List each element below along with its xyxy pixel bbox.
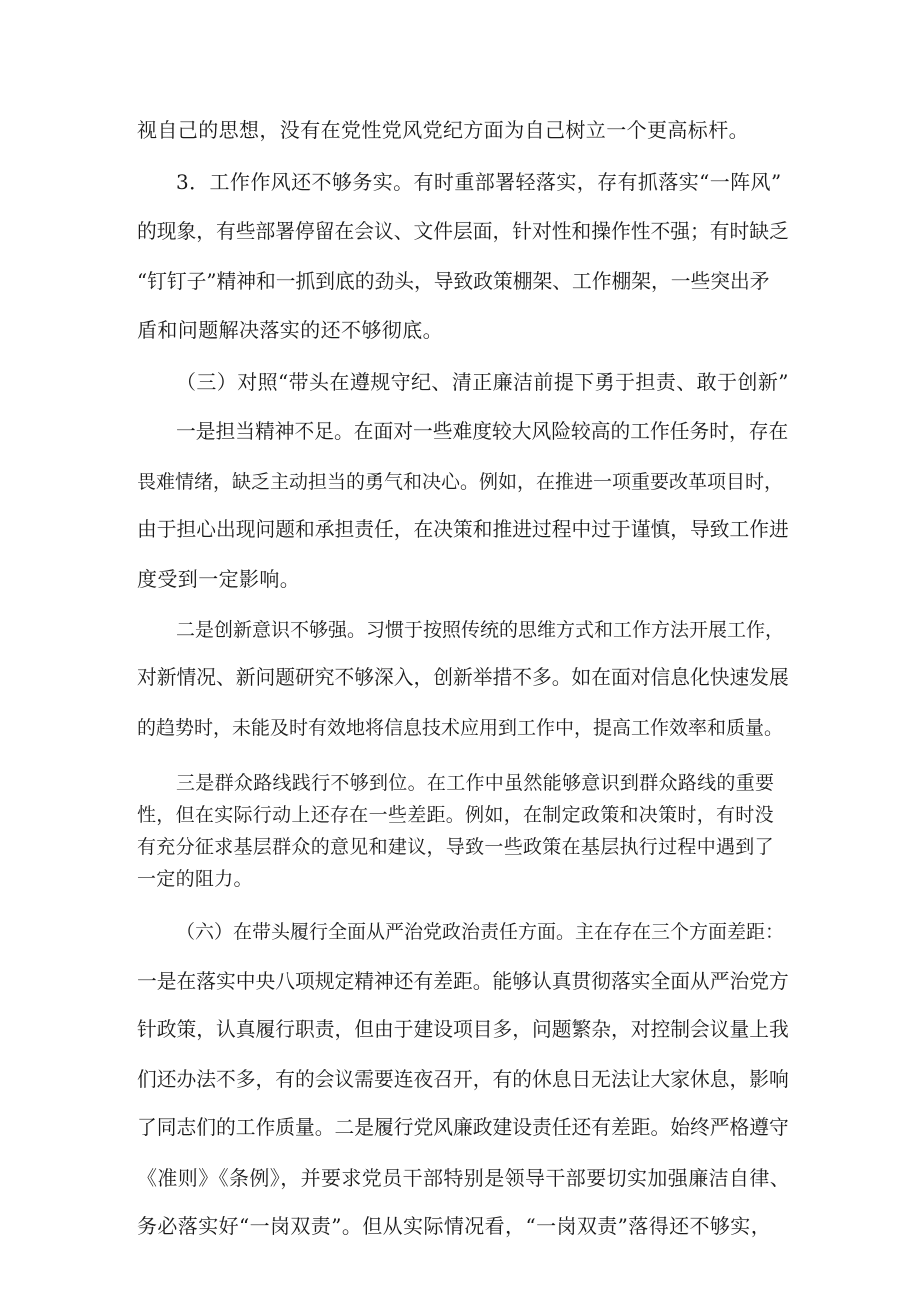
- text-line: 畏难情绪，缺乏主动担当的勇气和决心。例如，在推进一项重要改革项目时，: [137, 471, 784, 493]
- text-line: 们还办法不多，有的会议需要连夜召开，有的休息日无法让大家休息，影响: [137, 1068, 789, 1091]
- text-line: 一是在落实中央八项规定精神还有差距。能够认真贯彻落实全面从严治党方: [137, 970, 789, 993]
- text-line: 性，但在实际行动上还存在一些差距。例如，在制定政策和决策时，有时没: [137, 804, 774, 826]
- text-line: 的趋势时，未能及时有效地将信息技术应用到工作中，提高工作效率和质量。: [137, 717, 784, 739]
- text-line: 对新情况、新问题研究不够深入，创新举措不多。如在面对信息化快速发展: [137, 666, 789, 689]
- text-line: 视自己的思想，没有在党性党风党纪方面为自己树立一个更高标杆。: [137, 118, 749, 142]
- text-line: “钉钉子”精神和一抓到底的劲头，导致政策棚架、工作棚架，一些突出矛: [137, 270, 770, 293]
- text-line: 盾和问题解决落实的还不够彻底。: [137, 318, 443, 342]
- text-line: 度受到一定影响。: [137, 567, 301, 591]
- text-line: 了同志们的工作质量。二是履行党风廉政建设责任还有差距。始终严格遵守: [137, 1116, 789, 1139]
- text-line: 一是担当精神不足。在面对一些难度较大风险较高的工作任务时，存在: [176, 420, 789, 443]
- text-line: 务必落实好“一岗双责”。但从实际情况看，“一岗双责”落得还不够实，: [137, 1214, 772, 1238]
- text-line: 针政策，认真履行职责，但由于建设项目多，问题繁杂，对控制会议量上我: [137, 1018, 789, 1041]
- text-line: 三是群众路线践行不够到位。在工作中虽然能够意识到群众路线的重要: [176, 772, 775, 794]
- text-line: 3．工作作风还不够务实。有时重部署轻落实，存有抓落实“一阵风”: [176, 170, 782, 194]
- section-heading: （六）在带头履行全面从严治党政治责任方面。主在存在三个方面差距：: [176, 921, 785, 943]
- text-line: 二是创新意识不够强。习惯于按照传统的思维方式和工作方法开展工作，: [176, 619, 785, 641]
- text-line: 一定的阻力。: [137, 868, 253, 890]
- text-line: 有充分征求基层群众的意见和建议，导致一些政策在基层执行过程中遇到了: [137, 836, 774, 858]
- text-line: 由于担心出现问题和承担责任，在决策和推进过程中过于谨慎，导致工作进: [137, 518, 789, 541]
- section-heading: （三）对照“带头在遵规守纪、清正廉洁前提下勇于担责、敢于创新”: [176, 370, 789, 394]
- text-line: 《准则》《条例》，并要求党员干部特别是领导干部要切实加强廉洁自律、: [137, 1166, 791, 1190]
- text-line: 的现象，有些部署停留在会议、文件层面，针对性和操作性不强；有时缺乏: [137, 220, 789, 243]
